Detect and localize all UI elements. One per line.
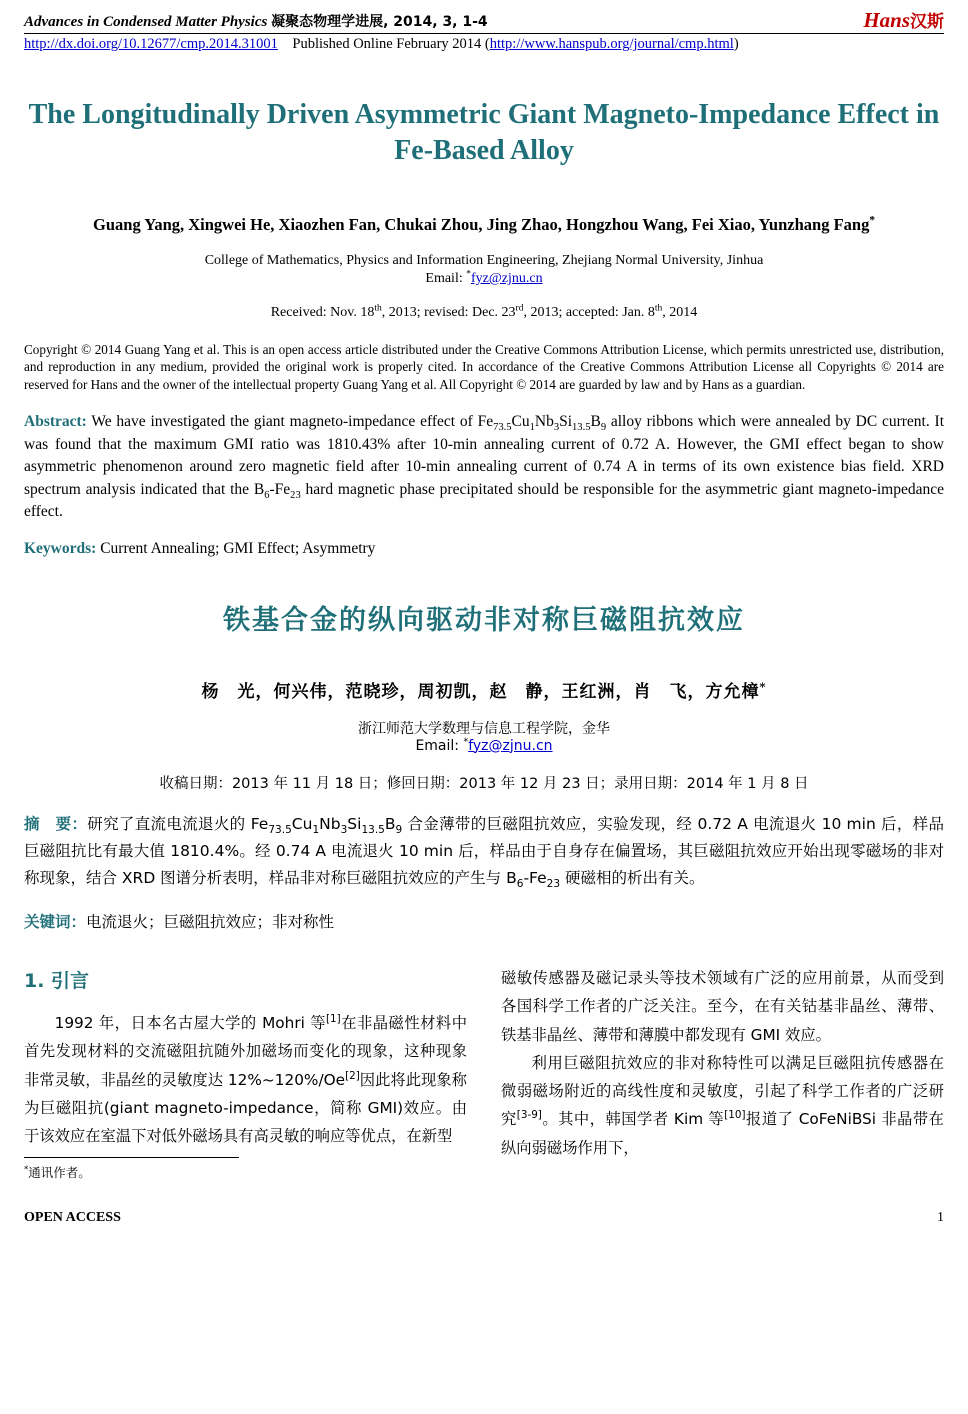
dates-sup2: rd: [515, 303, 524, 314]
keywords-block-cn: [24, 910, 944, 932]
dates-sup3: th: [654, 303, 663, 314]
abstract-cn-p1: 研究了直流电流退火的 Fe: [87, 814, 269, 833]
email-star-cn: *: [463, 735, 469, 747]
author-list-cn: [24, 677, 944, 702]
abstract-p7: -Fe: [269, 480, 291, 498]
page-number: 1: [937, 1209, 944, 1225]
abstract-sub5: 9: [600, 422, 607, 434]
doi-link[interactable]: http://dx.doi.org/10.12677/cmp.2014.31001: [24, 36, 278, 52]
abstract-sub3: 3: [553, 422, 560, 434]
email-label-cn: Email:: [415, 737, 464, 754]
para-right-2b: 。其中，韩国学者 Kim 等: [541, 1110, 725, 1129]
paragraph-left-1: [24, 1009, 467, 1150]
hans-logo: [863, 10, 944, 31]
abstract-cn-p5: B: [384, 814, 396, 833]
para-right-2c: 报道了 CoFeNiBSi 非晶带在纵向弱磁场作用下，: [501, 1110, 944, 1157]
para-left-1a: 1992 年，日本名古屋大学的 Mohri 等: [54, 1014, 326, 1033]
doi-line: [24, 36, 944, 53]
keywords-text: Current Annealing; GMI Effect; Asymmetry: [96, 539, 376, 557]
page-title: The Longitudinally Driven Asymmetric Giant Magneto-Impedance Effect in Fe-Based Alloy: [28, 99, 940, 166]
footnote: [24, 1161, 467, 1184]
author-list: [24, 215, 944, 235]
abstract-sub1: 73.5: [493, 422, 512, 434]
citation-ref-1[interactable]: [1]: [326, 1012, 341, 1025]
journal-title-cn: 凝聚态物理学进展, 2014, 3, 1-4: [271, 14, 488, 30]
abstract-p2: Cu: [511, 413, 530, 431]
footnote-star: *: [24, 1164, 29, 1175]
email-star: *: [466, 269, 471, 280]
published-text: Published Online February 2014 (: [292, 36, 490, 52]
published-close: ): [733, 36, 739, 52]
abstract-label: Abstract:: [24, 413, 87, 431]
section-heading-1: 1. 引言: [24, 969, 90, 992]
author-names: Guang Yang, Xingwei He, Xiaozhen Fan, Chukai Zhou, Jing Zhao, Hongzhou Wang, Fei Xiao, Yunzhang Fang: [93, 214, 870, 234]
hans-logo-cn: 汉斯: [910, 12, 944, 32]
abstract-cn-p7: -Fe: [523, 868, 547, 887]
author-corresponding-marker: *: [869, 214, 875, 227]
abstract-p5: B: [590, 413, 601, 431]
abstract-p1: We have investigated the giant magneto-impedance effect of Fe: [86, 413, 494, 431]
para-left-1b: 在非晶磁性材料中首先发现材料的交流磁阻抗随外加磁场而变化的现象，这种现象非常灵敏，非晶丝的灵敏度达 12%~120%/Oe: [24, 1014, 467, 1089]
received-dates-cn: 收稿日期：2013 年 11 月 18 日；修回日期：2013 年 12 月 23 日；录用日期：2014 年 1 月 8 日: [159, 775, 809, 792]
email-link[interactable]: fyz@zjnu.cn: [471, 270, 543, 286]
para-left-1c: 因此将此现象称为巨磁阻抗(giant magneto-impedance，简称 GMI)效应。由于该效应在室温下对低外磁场具有高灵敏的响应等优点，在新型: [24, 1070, 467, 1146]
footnote-divider: [24, 1157, 239, 1158]
email-line: [24, 271, 944, 287]
abstract-sub2: 1: [529, 422, 535, 434]
dates-mid2: , 2013; accepted: Jan. 8: [523, 304, 655, 320]
abstract-block: [24, 411, 944, 523]
author-corresponding-marker-cn: *: [759, 678, 767, 693]
paragraph-right-1: 磁敏传感器及磁记录头等技术领域有广泛的应用前景，从而受到各国科学工作者的广泛关注。至今，在有关钴基非晶丝、薄带、铁基非晶丝、薄带和薄膜中都发现有 GMI 效应。: [501, 968, 944, 1044]
email-line-cn: [24, 735, 944, 754]
abstract-cn-p6: 合金薄带的巨磁阻抗效应，实验发现，经 0.72 A 电流退火 10 min 后，样品巨磁阻抗比有最大值 1810.4%。经 0.74 A 电流退火 10 min 后，样品由于自身存在偏置场，其巨磁阻抗效应开始出现零磁场的非对称现象，结合 XRD 图谱分析表明，样品非对称巨磁阻抗效应的产生与 B: [24, 814, 944, 887]
abstract-block-cn: [24, 811, 944, 892]
dates-sup1: th: [374, 303, 382, 314]
abstract-label-cn: 摘 要：: [24, 814, 88, 833]
abstract-sub6: 6: [264, 489, 270, 501]
keywords-label-cn: 关键词：: [24, 912, 87, 931]
abstract-cn-sub8: 23: [546, 877, 561, 890]
keywords-text-cn: 电流退火；巨磁阻抗效应；非对称性: [86, 912, 335, 931]
footnote-text: 通讯作者。: [28, 1164, 91, 1180]
body-column-right: [501, 964, 944, 1184]
journal-url-link[interactable]: http://www.hanspub.org/journal/cmp.html: [489, 36, 734, 52]
journal-title-en: Advances in Condensed Matter Physics: [24, 14, 268, 30]
abstract-sub7: 23: [290, 489, 301, 501]
dates-end: , 2014: [662, 304, 698, 320]
abstract-p6: alloy ribbons which were annealed by DC current. It was found that the maximum GMI ratio was 1810.43% after 10-min annealing current of 0.72 A. However, the GMI effect began to show asymmetric phenomenon around zero magnetic field after 10-min annealing current of 0.74 A in terms of its own existence bias field. XRD spectrum analysis indicated that the B: [24, 413, 944, 498]
dates-mid1: , 2013; revised: Dec. 23: [381, 304, 516, 320]
abstract-cn-sub5: 9: [395, 823, 403, 836]
abstract-cn-sub2: 1: [312, 823, 320, 836]
para-right-2a: 利用巨磁阻抗效应的非对称特性可以满足巨磁阻抗传感器在微弱磁场附近的高线性度和灵敏度，引起了科学工作者的广泛研究: [501, 1053, 944, 1129]
citation-ref-4[interactable]: [10]: [724, 1109, 746, 1122]
abstract-cn-sub4: 13.5: [361, 823, 385, 836]
copyright-text: Copyright © 2014 Guang Yang et al. This is an open access article distributed under the Creative Commons Attribution License, which permits unrestricted use, distribution, and reproduction in any medium, provided the original work is properly cited. In accordance of the Creative Commons Attribution License all Copyrights © 2014 are reserved for Hans and the owner of the intellectual property Guang Yang et al. All Copyright © 2014 are guarded by law and by Hans as a guardian.: [24, 341, 944, 392]
abstract-cn-p8: 硬磁相的析出有关。: [560, 868, 705, 887]
abstract-cn-sub6: 6: [516, 877, 524, 890]
author-names-cn: 杨 光，何兴伟，范晓珍，周初凯，赵 静，王红洲，肖 飞，方允樟: [201, 681, 760, 702]
header-divider: [24, 33, 944, 34]
affiliation-cn: 浙江师范大学数理与信息工程学院，金华: [358, 720, 610, 737]
abstract-cn-p3: Nb: [319, 814, 341, 833]
abstract-p4: Si: [559, 413, 573, 431]
hans-logo-en: Hans: [863, 8, 910, 32]
keywords-label: Keywords:: [24, 539, 97, 557]
journal-title-line: [24, 11, 488, 31]
abstract-cn-sub1: 73.5: [268, 823, 292, 836]
abstract-p8: hard magnetic phase precipitated should be responsible for the asymmetric giant magneto-impedance effect.: [24, 480, 944, 521]
abstract-p3: Nb: [534, 413, 554, 431]
abstract-cn-p4: Si: [347, 814, 362, 833]
citation-ref-2[interactable]: [2]: [345, 1069, 360, 1082]
abstract-cn-p2: Cu: [291, 814, 313, 833]
received-dates: [24, 305, 944, 321]
email-label: Email:: [425, 270, 467, 286]
body-columns: [24, 964, 944, 1184]
dates-pre: Received: Nov. 18: [270, 304, 375, 320]
page-footer: [24, 1210, 944, 1226]
email-link-cn[interactable]: fyz@zjnu.cn: [468, 737, 553, 754]
abstract-sub4: 13.5: [572, 422, 591, 434]
affiliation: College of Mathematics, Physics and Information Engineering, Zhejiang Normal University, Jinhua: [204, 252, 764, 268]
page-title-cn: 铁基合金的纵向驱动非对称巨磁阻抗效应: [223, 604, 745, 636]
open-access-label: OPEN ACCESS: [24, 1209, 121, 1225]
journal-header: [24, 10, 944, 31]
abstract-cn-sub3: 3: [340, 823, 348, 836]
body-column-left: [24, 964, 467, 1184]
keywords-block: [24, 540, 944, 558]
paragraph-right-2: [501, 1049, 944, 1162]
citation-ref-3[interactable]: [3-9]: [516, 1109, 542, 1122]
